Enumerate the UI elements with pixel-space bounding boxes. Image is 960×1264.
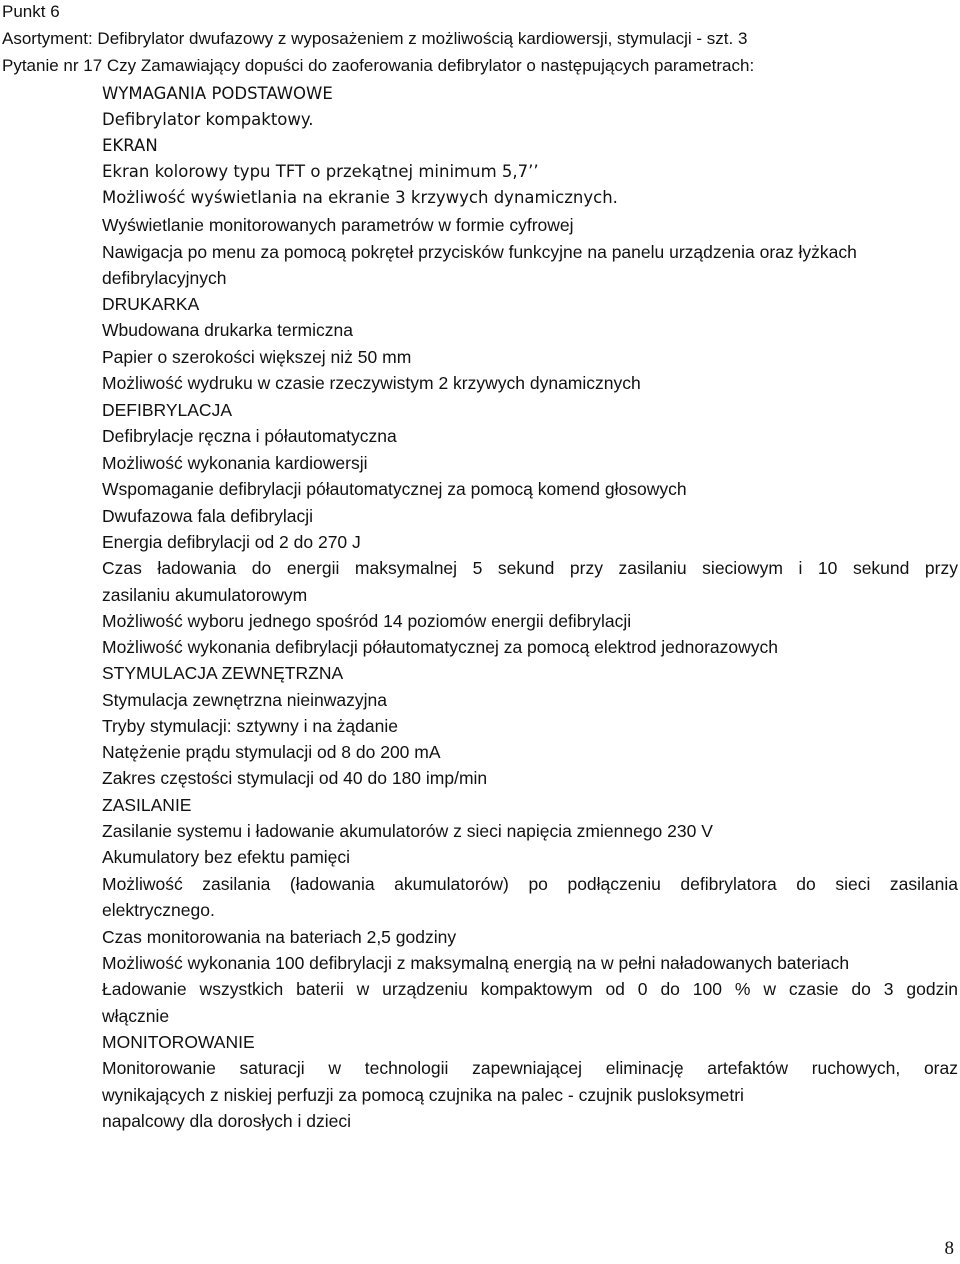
parameter-line: Wspomaganie defibrylacji półautomatycznej za pomocą komend głosowych xyxy=(102,479,687,499)
parameter-line: Monitorowanie saturacji w technologii zapewniającej eliminację artefaktów ruchowych, oraz xyxy=(102,1058,958,1078)
page-number: 8 xyxy=(944,1238,954,1259)
parameter-line: Czas ładowania do energii maksymalnej 5 sekund przy zasilaniu sieciowym i 10 sekund przy xyxy=(102,558,958,578)
parameter-line: Możliwość zasilania (ładowania akumulatorów) po podłączeniu defibrylatora do sieci zasilania xyxy=(102,874,958,894)
section-heading-defibrylacja: DEFIBRYLACJA xyxy=(102,400,232,420)
section-heading-ekran: EKRAN xyxy=(102,136,158,155)
parameter-line: Zasilanie systemu i ładowanie akumulatorów z sieci napięcia zmiennego 230 V xyxy=(102,821,713,841)
parameter-line: Ekran kolorowy typu TFT o przekątnej minimum 5,7’’ xyxy=(102,162,539,181)
parameter-line: Wyświetlanie monitorowanych parametrów w formie cyfrowej xyxy=(102,215,574,235)
parameter-line: Nawigacja po menu za pomocą pokręteł przycisków funkcyjne na panelu urządzenia oraz łyżkach xyxy=(102,242,857,262)
parameter-line: Natężenie prądu stymulacji od 8 do 200 mA xyxy=(102,742,441,762)
parameter-line: Ładowanie wszystkich baterii w urządzeniu kompaktowym od 0 do 100 % w czasie do 3 godzin xyxy=(102,979,958,999)
parameter-line: wynikających z niskiej perfuzji za pomocą czujnika na palec - czujnik pusloksymetri xyxy=(102,1085,744,1105)
parameter-line: włącznie xyxy=(102,1006,170,1026)
parameter-line: Dwufazowa fala defibrylacji xyxy=(102,506,314,526)
parameter-line: napalcowy dla dorosłych i dzieci xyxy=(102,1111,352,1131)
parameter-line: Tryby stymulacji: sztywny i na żądanie xyxy=(102,716,398,736)
parameter-line: defibrylacyjnych xyxy=(102,268,227,288)
parameter-line: Możliwość wykonania 100 defibrylacji z maksymalną energią na w pełni naładowanych bateriach xyxy=(102,953,850,973)
parameter-line: Defibrylator kompaktowy. xyxy=(102,110,314,129)
parameter-line: zasilaniu akumulatorowym xyxy=(102,585,308,605)
section-heading-wymagania: WYMAGANIA PODSTAWOWE xyxy=(102,84,333,103)
parameter-line: Możliwość wydruku w czasie rzeczywistym 2 krzywych dynamicznych xyxy=(102,373,641,393)
parameter-line: Możliwość wykonania kardiowersji xyxy=(102,453,368,473)
parameter-line: Zakres częstości stymulacji od 40 do 180 imp/min xyxy=(102,768,488,788)
parameter-line: Czas monitorowania na bateriach 2,5 godziny xyxy=(102,927,457,947)
section-heading-monitorowanie: MONITOROWANIE xyxy=(102,1032,255,1052)
parameter-line: Wbudowana drukarka termiczna xyxy=(102,320,353,340)
parameter-line: Energia defibrylacji od 2 do 270 J xyxy=(102,532,361,552)
parameter-line: Możliwość wyświetlania na ekranie 3 krzywych dynamicznych. xyxy=(102,188,618,207)
parameter-line: Możliwość wyboru jednego spośród 14 poziomów energii defibrylacji xyxy=(102,611,632,631)
parameter-line: Stymulacja zewnętrzna nieinwazyjna xyxy=(102,690,387,710)
parameter-line: Papier o szerokości większej niż 50 mm xyxy=(102,347,412,367)
parameter-line: Akumulatory bez efektu pamięci xyxy=(102,847,351,867)
asortyment-line: Asortyment: Defibrylator dwufazowy z wyposażeniem z możliwością kardiowersji, stymulacji - szt. 3 xyxy=(2,29,748,48)
parameter-line: elektrycznego. xyxy=(102,900,215,920)
pytanie-line: Pytanie nr 17 Czy Zamawiający dopuści do zaoferowania defibrylator o następujących parametrach: xyxy=(2,56,755,75)
punkt-heading: Punkt 6 xyxy=(2,2,60,21)
section-heading-stymulacja: STYMULACJA ZEWNĘTRZNA xyxy=(102,663,344,683)
parameter-line: Możliwość wykonania defibrylacji półautomatycznej za pomocą elektrod jednorazowych xyxy=(102,637,779,657)
parameter-line: Defibrylacje ręczna i półautomatyczna xyxy=(102,426,397,446)
section-heading-drukarka: DRUKARKA xyxy=(102,294,200,314)
section-heading-zasilanie: ZASILANIE xyxy=(102,795,192,815)
